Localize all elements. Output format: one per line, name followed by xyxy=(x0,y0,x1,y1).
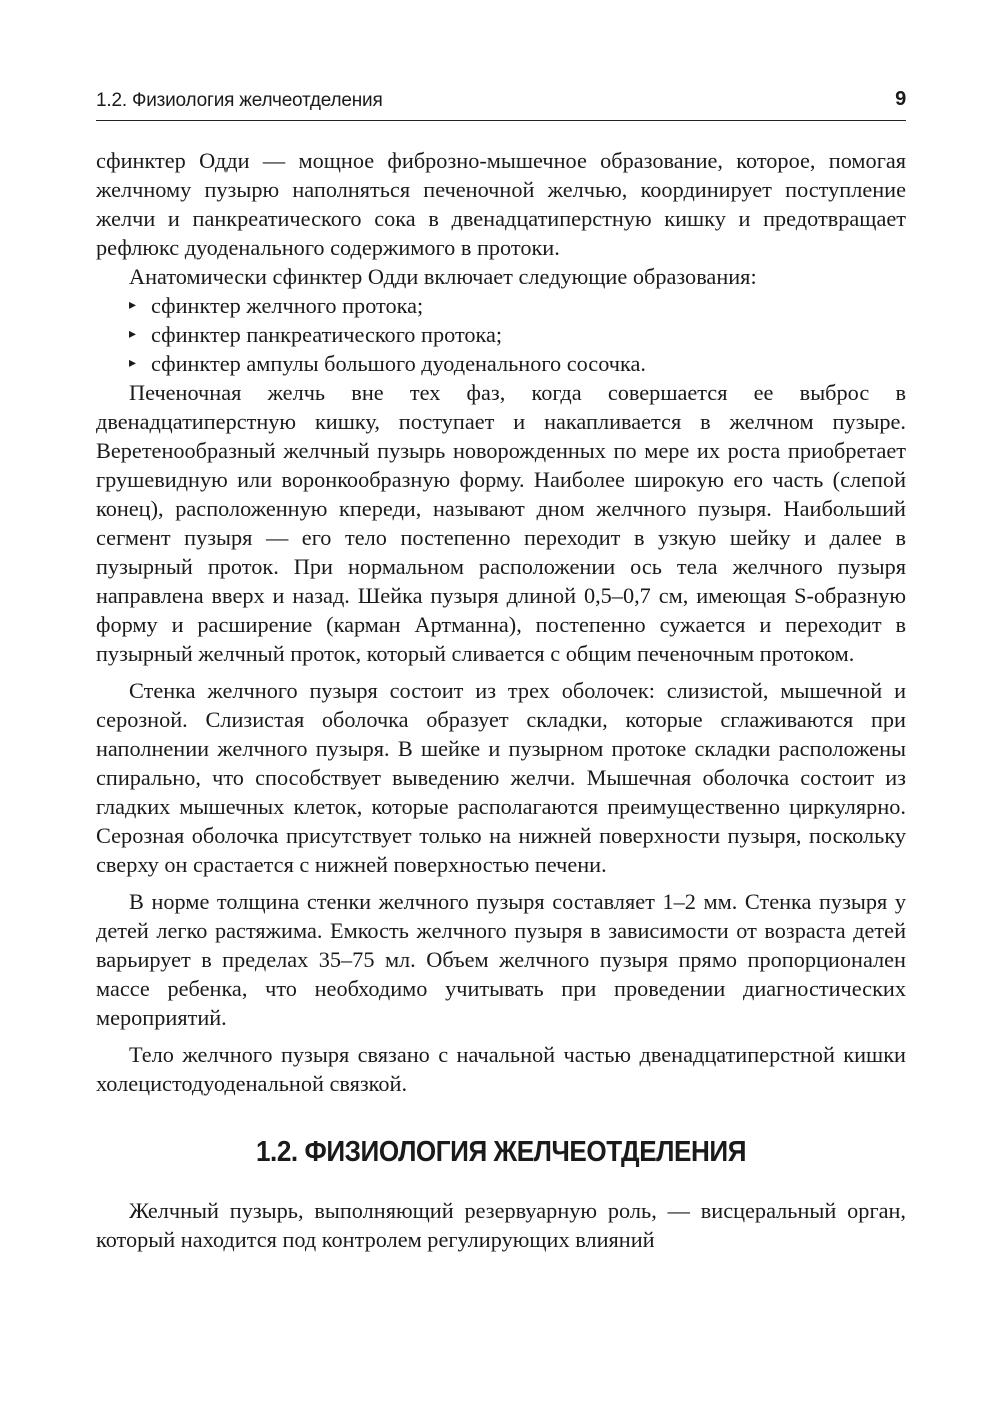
paragraph-3: Печеночная желчь вне тех фаз, когда совершается ее выброс в двенадцатиперстную кишку, поступает и накапливается в желчном пузыре. Веретенообразный желчный пузырь новорожденных по мере их роста приобретает грушевидную или воронкообразную форму. Наиболее широкую его часть (слепой конец), расположенную кпереди, называют дном желчного пузыря. Наибольший сегмент пузыря — его тело постепенно переходит в узкую шейку и далее в пузырный проток. При нормальном расположении ось тела желчного пузыря направлена вверх и назад. Шейка пузыря длиной 0,5–0,7 см, имеющая S-образную форму и расширение (карман Артманна), постепенно сужается и переходит в пузырный желчный проток, который сливается с общим печеночным протоком. xyxy=(96,380,906,666)
list-item-text: сфинктер панкреатического протока; xyxy=(151,322,503,347)
running-title: 1.2. Физиология желчеотделения xyxy=(96,90,383,111)
paragraph-2: Анатомически сфинктер Одди включает следующие образования: xyxy=(129,264,757,289)
paragraph-7: Желчный пузырь, выполняющий резервуарную роль, — висцеральный орган, который находится под контролем регулирующих влияний xyxy=(96,1198,906,1252)
page-number: 9 xyxy=(895,88,906,110)
triangle-bullet-icon: ▸ xyxy=(129,356,137,371)
bullet-list xyxy=(96,291,906,378)
running-header xyxy=(96,88,906,121)
list-item-text: сфинктер ампулы большого дуоденального сосочка. xyxy=(151,351,646,376)
page-body xyxy=(96,146,906,1254)
list-item xyxy=(129,320,906,349)
list-item xyxy=(129,291,906,320)
paragraph-1: сфинктер Одди — мощное фиброзно-мышечное образование, которое, помогая желчному пузырю наполняться печеночной желчью, координирует поступление желчи и панкреатического сока в двенадцатиперстную кишку и предотвращает рефлюкс дуоденального содержимого в протоки. xyxy=(96,148,906,260)
list-item xyxy=(129,349,906,378)
triangle-bullet-icon: ▸ xyxy=(129,298,137,313)
paragraph-6: Тело желчного пузыря связано с начальной частью двенадцатиперстной кишки холецистодуоденальной связкой. xyxy=(96,1042,906,1096)
triangle-bullet-icon: ▸ xyxy=(129,327,137,342)
paragraph-5: В норме толщина стенки желчного пузыря составляет 1–2 мм. Стенка пузыря у детей легко растяжима. Емкость желчного пузыря в зависимости от возраста детей варьирует в пределах 35–75 мл. Объем желчного пузыря прямо пропорционален массе ребенка, что необходимо учитывать при проведении диагностических мероприятий. xyxy=(96,889,906,1030)
section-heading: 1.2. ФИЗИОЛОГИЯ ЖЕЛЧЕОТДЕЛЕНИЯ xyxy=(255,1136,747,1168)
paragraph-4: Стенка желчного пузыря состоит из трех оболочек: слизистой, мышечной и серозной. Слизистая оболочка образует складки, которые сглаживаются при наполнении желчного пузыря. В шейке и пузырном протоке складки расположены спирально, что способствует выведению желчи. Мышечная оболочка состоит из гладких мышечных клеток, которые располагаются преимущественно циркулярно. Серозная оболочка присутствует только на нижней поверхности пузыря, поскольку сверху он срастается с нижней поверхностью печени. xyxy=(96,678,906,877)
list-item-text: сфинктер желчного протока; xyxy=(151,293,424,318)
